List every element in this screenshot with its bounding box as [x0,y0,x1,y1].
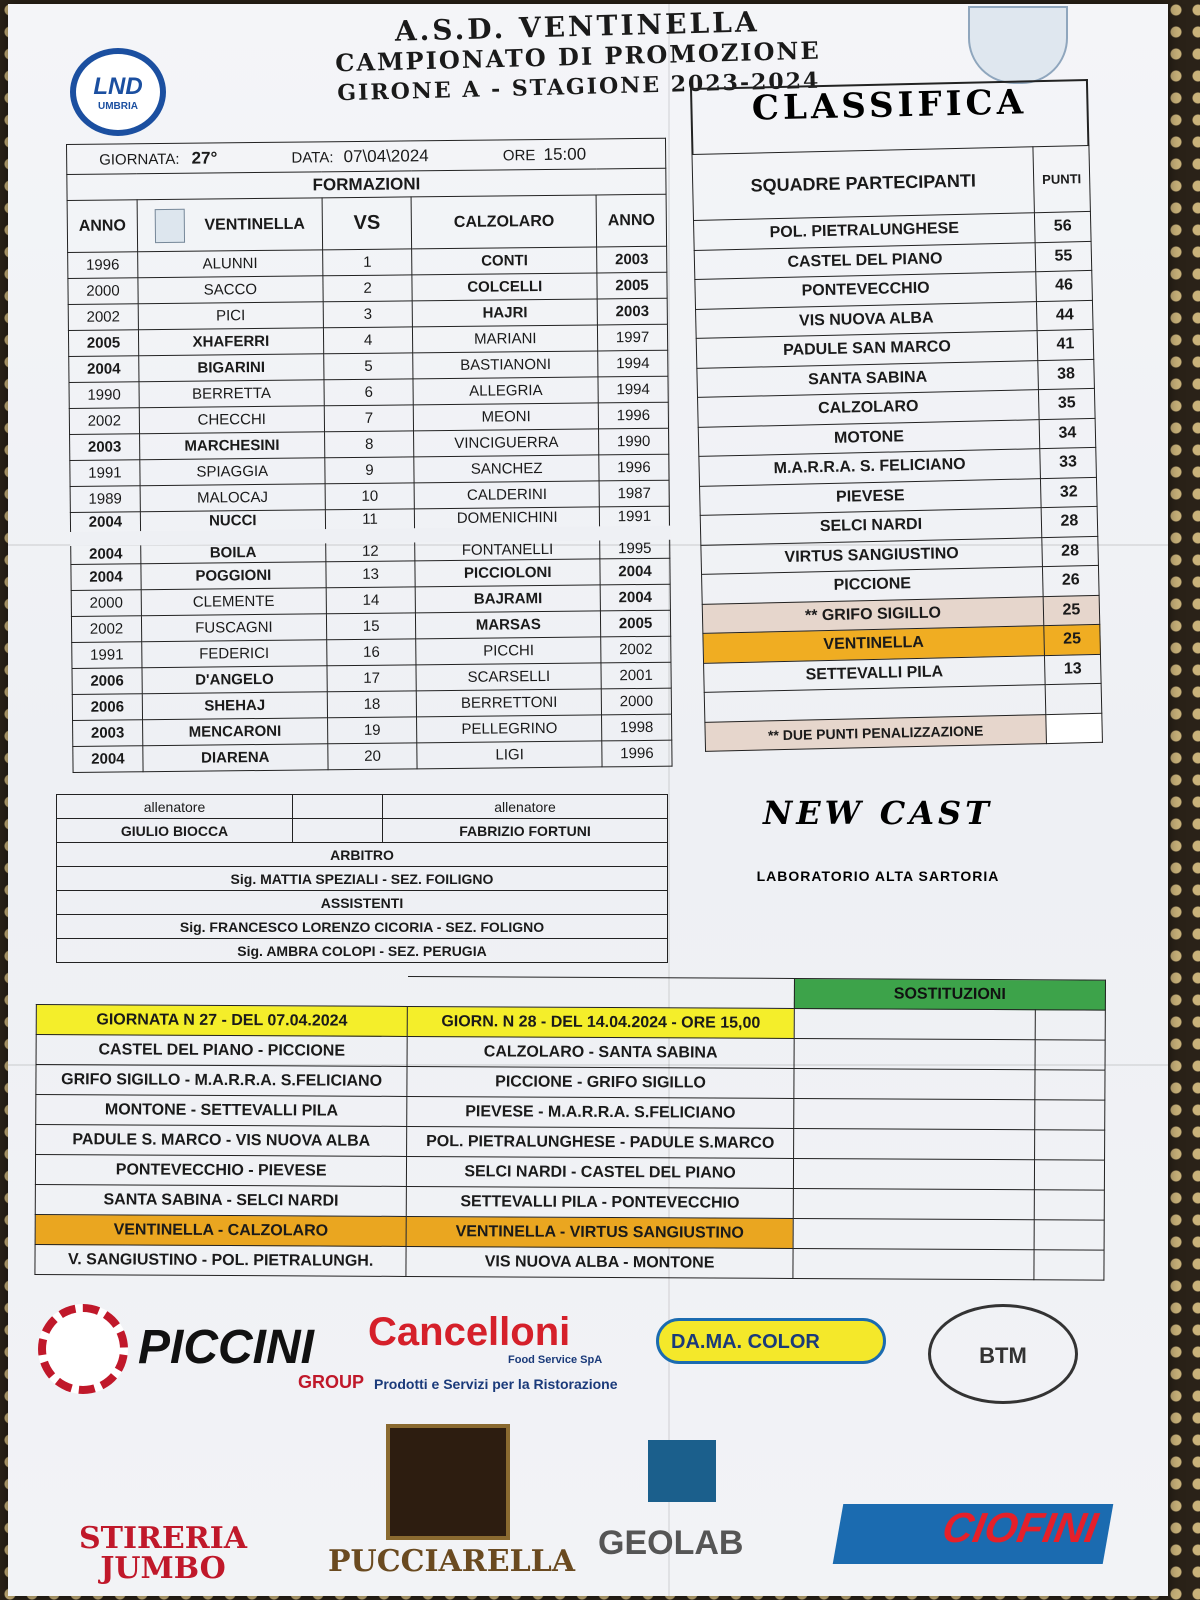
pucciarella-logo-icon [386,1424,510,1540]
team-name: VIS NUOVA ALBA [696,301,1038,338]
home-player-name: XHAFERRI [138,328,323,356]
substitutions-header: SOSTITUZIONI [794,978,1105,1010]
home-player-year: 2004 [71,564,141,591]
away-player-year: 1998 [602,714,672,741]
away-player-name: COLCELLI [412,273,597,301]
away-player-year: 1991 [599,506,669,533]
fixture-round27: PADULE S. MARCO - VIS NUOVA ALBA [36,1125,408,1157]
standings-table: CLASSIFICA SQUADRE PARTECIPANTI PUNTI POL. PIETRALUNGHESE 56 CASTEL DEL PIANO 55 PONTEVECCHIO 46 VIS NUOVA ALBA 44 PADULE SAN MARCO 41 SANTA SABINA 38 CALZOLARO 35 MOTONE 34 M.A.R.R.A. S. FELICIANO 33 PIEVESE 32 SELCI NARDI 28 VIRTUS SANGIUSTINO 28 PICCIONE 26 ** GRIFO SIGILLO 25 VENTINELLA 25 SETTEVALLI PILA 13 ** DUE PUNTI PENALIZZAZIONE [690,79,1103,752]
team-points: 13 [1044,654,1101,685]
home-player-name: ALUNNI [138,250,323,278]
fixture-round28: SETTEVALLI PILA - PONTEVECCHIO [407,1186,794,1218]
team-name: PICCIONE [702,567,1044,604]
substitution-cell [794,1038,1035,1069]
away-player-year: 1997 [597,324,667,351]
away-player-name: LIGI [417,741,602,769]
substitution-cell [794,1098,1035,1129]
team-name: CASTEL DEL PIANO [694,242,1036,279]
home-player-year: 2002 [69,408,139,435]
away-player-name: CONTI [412,247,597,275]
substitution-cell [793,1128,1034,1159]
home-player-name: SPIAGGIA [140,458,325,486]
home-player-name: MALOCAJ [140,484,325,512]
championship: CAMPIONATO DI PROMOZIONE [334,35,822,78]
fixture-round27: V. SANGIUSTINO - POL. PIETRALUNGH. [35,1244,407,1276]
fixture-round28: PICCIONE - GRIFO SIGILLO [407,1066,794,1098]
team-name: PADULE SAN MARCO [696,331,1038,368]
home-player-name: FEDERICI [142,640,327,668]
away-player-name: SANCHEZ [414,455,599,483]
away-player-year: 1995 [600,532,670,559]
away-player-name: CALDERINI [415,481,600,509]
substitution-cell [794,1068,1035,1099]
season: GIRONE A - STAGIONE 2023-2024 [336,67,821,107]
team-name: VIRTUS SANGIUSTINO [701,537,1043,574]
shirt-number: 15 [326,613,416,640]
away-player-name: MEONI [414,403,599,431]
away-player-name: DOMENICHINI [415,507,600,535]
substitution-cell [793,1158,1034,1189]
away-player-year: 2000 [601,688,671,715]
away-player-year: 2003 [597,246,667,273]
away-player-year: 2005 [600,610,670,637]
away-player-year: 2005 [597,272,667,299]
bacelli-logo: BTM [928,1304,1078,1404]
shirt-number: 17 [327,665,417,692]
fixture-round28: POL. PIETRALUNGHESE - PADULE S.MARCO [407,1126,794,1158]
home-player-year: 2004 [73,746,143,773]
home-player-year: 1989 [70,486,140,513]
substitution-cell [1034,1160,1104,1190]
team-name: MOTONE [698,419,1040,456]
home-player-name: MENCARONI [142,718,327,746]
home-player-year: 2006 [72,694,142,721]
shirt-number: 12 [325,535,415,562]
away-player-year: 1990 [599,428,669,455]
home-player-year: 2002 [68,304,138,331]
home-player-year: 2005 [68,330,138,357]
referee: Sig. MATTIA SPEZIALI - SEZ. FOILIGNO [57,867,668,891]
round-27-header: GIORNATA N 27 - DEL 07.04.2024 [36,1005,408,1037]
away-player-year: 1987 [599,480,669,507]
new-cast-ad: NEW CAST LABORATORIO ALTA SARTORIA [756,794,1000,884]
away-player-name: FONTANELLI [415,533,600,561]
substitution-cell [793,1218,1034,1249]
home-player-year: 1991 [70,460,140,487]
away-player-year: 2002 [601,636,671,663]
team-points: 46 [1036,270,1093,301]
away-player-year: 2003 [597,298,667,325]
shirt-number: 3 [323,301,413,328]
team-name: VENTINELLA [703,626,1045,663]
piccini-group-text: PICCINI [138,1321,315,1374]
cancelloni-logo: Cancelloni [368,1310,571,1354]
team-name: SELCI NARDI [700,508,1042,545]
geolab-logo-icon [648,1440,716,1502]
fixtures-table [34,974,1106,1281]
fixture-round27: GRIFO SIGILLO - M.A.R.R.A. S.FELICIANO [36,1065,408,1097]
shirt-number: 7 [324,405,414,432]
fixture-round27: VENTINELLA - CALZOLARO [35,1214,407,1246]
home-player-year: 2004 [69,356,139,383]
substitution-cell [793,1248,1034,1279]
fixture-round27: CASTEL DEL PIANO - PICCIONE [36,1035,408,1067]
team-points: 34 [1039,418,1096,449]
shirt-number: 10 [325,483,415,510]
substitution-cell [1034,1130,1104,1160]
shirt-number: 13 [326,561,416,588]
lnd-umbria-logo: LND UMBRIA [70,48,166,136]
club-name: A.S.D. VENTINELLA [394,5,760,48]
home-player-year: 1991 [72,642,142,669]
away-player-name: MARIANI [413,325,598,353]
home-player-name: MARCHESINI [139,432,324,460]
away-player-name: ALLEGRIA [413,377,598,405]
stireria-jumbo-logo: STIRERIA JUMBO [78,1521,248,1586]
match-sheet: LND UMBRIA A.S.D. VENTINELLA CAMPIONATO DI PROMOZIONE GIRONE A - STAGIONE 2023-2024 GIORNATA: 27° DATA: 07\04\2024 ORE 15:00 FORMAZIONI ANNO VENTINELLA VS CALZOLARO ANNO 1996 ALUNNI 1 CONTI 2003 2000 SACCO 2 COLCELLI 2005 2002 PICI 3 HAJRI 2003 2005 XHAFERRI 4 MARIANI 1997 2004 BIGARINI 5 BASTIANONI 1994 1990 BERRETTA 6 ALLEGRIA 1994 2002 CHECCHI 7 MEONI 1996 2003 MARCHESINI 8 VINCIGUERRA 1990 1991 SPIAGGIA 9 SANCHEZ 1996 1989 MALOCAJ 10 CALDERINI 1987 2004 NUCCI 11 DOMENICHINI 1991 2004 BOILA 12 FONTANELLI 1995 2004 POGGIONI 13 PICCIOLONI 2004 2000 CLEMENTE 14 BAJRAMI 2004 2002 FUSCAGNI 15 MARSAS 2005 1991 FEDERICI 16 PICCHI 2002 2006 D'ANGELO 17 SCARSELLI 2001 2006 SHEHAJ 18 BERRETTONI 2000 2003 MENCARONI 19 PELLEGRINO 1998 2004 DIARENA 20 LIGI 1996 CLASSIFICA SQUADRE PARTECIPANTI PUNTI POL. PIETRALUNGHESE 56 CASTEL DEL PIANO 55 PONTEVECCHIO 46 VIS NUOVA ALBA 44 PADULE SAN MARCO 41 SANTA SABINA 38 CALZOLARO 35 MOTONE 34 M.A.R.R.A. S. FELICIANO 33 PIEVESE 32 SELCI NARDI 28 VIRTUS SANGIUSTINO 28 PICCIONE 26 ** GRIFO SIGILLO 25 VENTINELLA 25 SETTEVALLI PILA 13 ** DUE PUNTI PENALIZZAZIONE allenatore allenatore GIULIO BIOCCA FABRIZIO FORTUNI ARBITRO Sig. MATTIA SPEZIALI - SEZ. FOILIGNO ASSISTENTI Sig. FRANCESCO LORENZO CICORIA - SEZ. FOLIGNO Sig. AMBRA COLOPI - SEZ. PERUGIA NEW CAST LABORATORIO ALTA SARTORIA SOSTITUZIONI GIORNATA N 27 - DEL 07.04.2024 GIORN. N 28 - DEL 14.04.2024 - ORE 15,00 CASTEL DEL PIANO - PICCIONE CALZOLARO - SANTA SABINA GRIFO SIGILLO - M.A.R.R.A. S.FELICIANO PICCIONE - GRIFO SIGILLO MONTONE - SETTEVALLI PILA PIEVESE - M.A.R.R.A. S.FELICIANO PADULE S. MARCO - VIS NUOVA ALBA POL. PIETRALUNGHESE - PADULE S.MARCO PONTEVECCHIO - PIEVESE SELCI NARDI - CASTEL DEL PIANO SANTA SABINA - SELCI NARDI SETTEVALLI PILA - PONTEVECCHIO VENTINELLA - CALZOLARO VENTINELLA - VIRTUS SANGIUSTINO V. SANGIUSTINO - POL. PIETRALUNGH. VIS NUOVA ALBA - MONTONE PICCINI GROUP Cancelloni Food Service SpA Prodotti e Servizi per la Ristorazione DA.MA. COLOR BTM STIRERIA JUMBO PUCCIARELLA GEOLAB CIOFINI [8,4,1168,1596]
home-player-name: D'ANGELO [142,666,327,694]
home-player-year: 2004 [70,512,140,539]
away-player-year: 1996 [602,740,672,767]
away-player-year: 1996 [599,454,669,481]
home-player-name: BERRETTA [139,380,324,408]
team-name: SANTA SABINA [697,360,1039,397]
home-player-year: 2003 [70,434,140,461]
fixture-round28: PIEVESE - M.A.R.R.A. S.FELICIANO [407,1096,794,1128]
shirt-number: 8 [324,431,414,458]
away-player-name: BERRETTONI [417,689,602,717]
team-points: 25 [1043,595,1100,626]
shirt-number: 9 [325,457,415,484]
home-player-name: CLEMENTE [141,588,326,616]
team-name: POL. PIETRALUNGHESE [694,213,1036,250]
penalty-note: ** DUE PUNTI PENALIZZAZIONE [705,714,1047,751]
away-player-year: 2001 [601,662,671,689]
lineup-row [73,740,672,772]
fixture-round28: SELCI NARDI - CASTEL DEL PIANO [407,1156,794,1188]
team-points: 41 [1037,329,1094,360]
standings-title: CLASSIFICA [690,79,1089,154]
shirt-number: 11 [325,509,415,536]
home-player-year: 2004 [71,538,141,565]
shirt-number: 19 [327,717,417,744]
away-player-year: 1996 [598,402,668,429]
home-player-name: BIGARINI [139,354,324,382]
fixture-round27: PONTEVECCHIO - PIEVESE [35,1155,407,1187]
away-player-name: PELLEGRINO [417,715,602,743]
team-name: M.A.R.R.A. S. FELICIANO [699,449,1041,486]
officials-table: allenatore allenatore GIULIO BIOCCA FABRIZIO FORTUNI ARBITRO Sig. MATTIA SPEZIALI - SEZ. FOILIGNO ASSISTENTI Sig. FRANCESCO LORENZO CICORIA - SEZ. FOLIGNO Sig. AMBRA COLOPI - SEZ. PERUGIA [56,794,668,963]
piccini-logo [38,1304,128,1394]
home-player-year: 2000 [71,590,141,617]
team-name: PIEVESE [700,478,1042,515]
fixture-round28: VENTINELLA - VIRTUS SANGIUSTINO [406,1216,793,1248]
home-player-name: NUCCI [140,510,325,538]
away-player-year: 2004 [600,584,670,611]
lineups-table: GIORNATA: 27° DATA: 07\04\2024 ORE 15:00 FORMAZIONI ANNO VENTINELLA VS CALZOLARO ANNO 1996 ALUNNI 1 CONTI 2003 2000 SACCO 2 COLCELLI 2005 2002 PICI 3 HAJRI 2003 2005 XHAFERRI 4 MARIANI 1997 2004 BIGARINI 5 BASTIANONI 1994 1990 BERRETTA 6 ALLEGRIA 1994 2002 CHECCHI 7 MEONI 1996 2003 MARCHESINI 8 VINCIGUERRA 1990 1991 SPIAGGIA 9 SANCHEZ 1996 1989 MALOCAJ 10 CALDERINI 1987 2004 NUCCI 11 DOMENICHINI 1991 2004 BOILA 12 FONTANELLI 1995 2004 POGGIONI 13 PICCIOLONI 2004 2000 CLEMENTE 14 BAJRAMI 2004 2002 FUSCAGNI 15 MARSAS 2005 1991 FEDERICI 16 PICCHI 2002 2006 D'ANGELO 17 SCARSELLI 2001 2006 SHEHAJ 18 BERRETTONI 2000 2003 MENCARONI 19 PELLEGRINO 1998 2004 DIARENA 20 LIGI 1996 [66,138,673,773]
substitution-cell [1035,1040,1105,1070]
round-28-header: GIORN. N 28 - DEL 14.04.2024 - ORE 15,00 [408,1006,795,1038]
away-coach: FABRIZIO FORTUNI [383,819,668,843]
home-player-name: FUSCAGNI [141,614,326,642]
team-points: 56 [1034,211,1091,242]
away-player-name: HAJRI [413,299,598,327]
shirt-number: 1 [322,249,412,276]
home-player-name: SACCO [138,276,323,304]
away-player-name: VINCIGUERRA [414,429,599,457]
away-player-name: SCARSELLI [416,663,601,691]
shirt-number: 4 [323,327,413,354]
shirt-number: 18 [327,691,417,718]
away-player-name: PICCHI [416,637,601,665]
away-player-name: BAJRAMI [416,585,601,613]
substitution-cell [1035,1070,1105,1100]
home-player-year: 2002 [71,616,141,643]
home-player-name: SHEHAJ [142,692,327,720]
team-points: 33 [1040,447,1097,478]
dama-color-logo: DA.MA. COLOR [656,1318,886,1364]
assistant-1: Sig. FRANCESCO LORENZO CICORIA - SEZ. FOLIGNO [57,915,668,939]
shirt-number: 20 [328,743,418,770]
substitution-cell [1034,1100,1104,1130]
home-player-name: DIARENA [143,744,328,772]
team-points: 32 [1040,477,1097,508]
substitution-cell [793,1188,1034,1219]
fixture-round27: SANTA SABINA - SELCI NARDI [35,1184,407,1216]
away-player-name: BASTIANONI [413,351,598,379]
shirt-number: 16 [326,639,416,666]
team-points: 55 [1035,241,1092,272]
assistant-2: Sig. AMBRA COLOPI - SEZ. PERUGIA [57,939,668,963]
home-player-name: BOILA [141,536,326,564]
team-points: 38 [1038,359,1095,390]
shirt-number: 2 [323,275,413,302]
substitution-cell [1034,1190,1104,1220]
team-name: PONTEVECCHIO [695,272,1037,309]
club-crest-icon [968,6,1068,84]
team-name: CALZOLARO [698,390,1040,427]
home-player-year: 2003 [73,720,143,747]
substitution-cell [1034,1250,1104,1280]
team-points: 25 [1044,624,1101,655]
shirt-number: 14 [326,587,416,614]
fixture-round27: MONTONE - SETTEVALLI PILA [36,1095,408,1127]
home-player-name: PICI [138,302,323,330]
ventinella-crest-icon [154,208,184,242]
home-player-name: CHECCHI [139,406,324,434]
home-player-year: 1990 [69,382,139,409]
team-name: ** GRIFO SIGILLO [702,596,1044,633]
home-player-year: 2006 [72,668,142,695]
away-player-year: 1994 [598,350,668,377]
away-player-year: 2004 [600,558,670,585]
fixture-round28: CALZOLARO - SANTA SABINA [407,1036,794,1068]
team-points: 28 [1042,536,1099,567]
home-player-name: POGGIONI [141,562,326,590]
home-coach: GIULIO BIOCCA [57,819,293,843]
away-player-name: MARSAS [416,611,601,639]
formazioni-title: FORMAZIONI [67,168,666,200]
fixture-round28: VIS NUOVA ALBA - MONTONE [406,1246,793,1278]
shirt-number: 5 [323,353,413,380]
ciofini-logo: CIOFINI [833,1504,1114,1564]
away-player-year: 1994 [598,376,668,403]
substitution-cell [1034,1220,1104,1250]
home-player-year: 2000 [68,278,138,305]
team-points: 35 [1038,388,1095,419]
home-player-year: 1996 [68,252,138,279]
team-points: 44 [1036,300,1093,331]
team-points: 26 [1042,565,1099,596]
shirt-number: 6 [324,379,414,406]
team-name: SETTEVALLI PILA [704,655,1046,692]
away-player-name: PICCIOLONI [415,559,600,587]
fixture-row [35,1244,1104,1280]
team-points: 28 [1041,506,1098,537]
